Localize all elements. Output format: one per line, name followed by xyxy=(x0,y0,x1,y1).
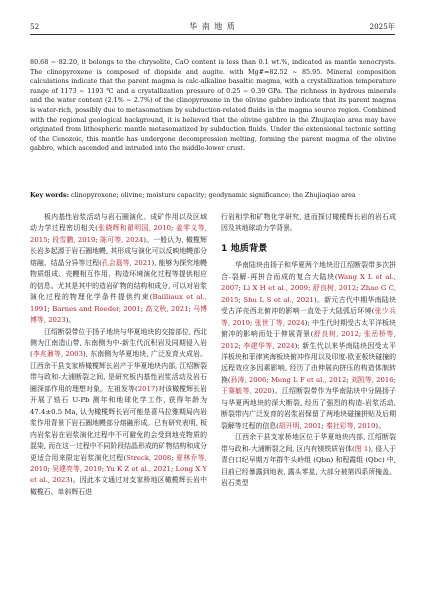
paragraph-text: )。 xyxy=(65,316,76,325)
paragraph-text: )。新元古代中期华南陆块受古洋壳西北俯冲的影响一直处于大陆弧后环境( xyxy=(221,295,397,316)
citation-link[interactable]: 孔会磊等, 2021 xyxy=(101,258,152,267)
paragraph-text: )。 xyxy=(375,421,386,430)
citation-link[interactable]: Li X H et al., 2009 xyxy=(243,284,309,293)
paragraph-text: ; xyxy=(238,341,244,350)
citation-link[interactable]: Long X Y et al., 2023 xyxy=(30,464,208,485)
citation-link[interactable]: Streck, 2008 xyxy=(126,453,172,462)
paragraph-text: )。一般认为, 橄榄辉长岩多起源于岩石圈地幔, 其形成与演化可以反映地幔部分熔融、结晶分异等过程( xyxy=(30,235,207,267)
paragraph-text: )对该橄榄辉长岩开展了锆石 U-Pb 测年和地球化学工作, 获得年龄为 47.4±0.5 Ma, 认为橄榄辉长岩可能是喜马拉雅期局内岩浆作用背景下岩石圈地幔部分熔融形成。已有研究表明, 板内岩浆岩在岩浆演化过程中不可避免的会受到地壳物质的混染, 而在这一过程中不同阶段结晶形成的矿物结构和成分更适合用来限定岩浆演化过程( xyxy=(30,384,207,462)
citation-link[interactable]: 图 1 xyxy=(354,444,369,453)
paragraph-text: ; xyxy=(321,421,326,430)
keywords-text: clinopyroxene; olivine; moisture capacity; geodynamic significance; the Zhujiaqiao area xyxy=(68,191,356,199)
keywords-line xyxy=(30,191,396,201)
paragraph-text: ; xyxy=(95,235,101,244)
paragraph xyxy=(221,212,396,235)
paragraph-text: ), 东南侧为华夏地块, 广泛发育火成岩。江西余干县支家桥橄榄辉长岩产于华夏地块内部, 江绍断裂带与政和-大浦断裂之间, 是研究板内基性岩浆活动及岩石圈深部作用的理想对象。左祖发等( xyxy=(30,350,207,393)
paragraph-text: ; xyxy=(140,304,146,313)
paragraph-text: ; xyxy=(47,235,53,244)
publication-year: 2025年 xyxy=(369,22,395,31)
citation-link[interactable]: 张晓辉和翟明国, 2010 xyxy=(97,224,172,233)
citation-link[interactable]: 姜零义等, 2015 xyxy=(30,224,207,244)
paragraph-text: ; xyxy=(356,284,361,293)
paragraph-text: ); 新生代以来华南陆块因受太平洋板块和菲律宾海板块俯冲作用以及印度-欧亚板块碰撞的远程效应多因素影响, 经历了由伸展向挤压的构造体制转换( xyxy=(221,341,397,384)
citation-link[interactable]: 刘凯等, 2016 xyxy=(350,375,394,384)
citation-link[interactable]: 张少兵等, 2019 xyxy=(221,307,397,327)
paragraph-text: ; xyxy=(358,330,364,339)
paragraph-text: ), 侵入于青白口纪早期万年群牛头岭组 (Qbn) 和程霞组 (Qbc) 中, 目前已经暴露到地表, 露头零星, 大部分被第四系所掩盖。岩石类型 xyxy=(221,444,396,487)
paragraph-text: ; xyxy=(308,284,313,293)
paragraph-text: )。江绍断裂带作为华南陆块中分隔扬子与华夏两地块的深大断裂, 经历了强烈的构造-岩浆活动, 断裂带内广泛发育的岩浆岩保留了两地块碰撞拼贴及后期裂解等过程的信息( xyxy=(221,387,397,430)
paragraph-text: 华南陆块由扬子和华夏两个地块沿江绍断裂带多次拼合-裂解-再拼合而成的复合大陆块( xyxy=(221,261,396,281)
paragraph xyxy=(30,327,207,499)
paragraph-text: ; xyxy=(238,295,244,304)
english-abstract: 80.68 ~ 82.20, it belongs to the chrysolite, CaO content is less than 0.1 wt.%, indicated as mantle xenocrysts. The clinopyroxene is composed of diopside and augite. with Mg#=82.52 ~ 85.95. Mineral composition calculations indicate that the parent magma is calc-alkaline basaltic magma, with a crystallization temperature range of 1173 ~ 1193 ℃ and a crystallization pressure of 0.25 ~ 0.39 GPa. The richness in hydrous minerals and the water content (2.1% ~ 2.7%) of the clinopyroxene in the olivine gabbro indicate that its parent magma is water-rich, possibly due to metasomatism by subduction-related fluids in the magma source region. Combined with the regional geological background, it is believed that the olivine gabbro in the Zhujiaqiao area may have originated from lithospheric mantle metasomatized by subduction fluids. Under the extensional tectonic setting of the Cenozoic, this mantle has undergone decompression melting, forming the parent magma of the olivine gabbro, which ascended and intruded into the middle-lower crust. xyxy=(30,58,396,153)
citation-link[interactable]: 胡开明, 2001 xyxy=(278,421,322,430)
paragraph-text: ; xyxy=(393,375,396,384)
citation-link[interactable]: 李兆鼐等, 2003 xyxy=(32,350,83,359)
paragraph-text: ; xyxy=(238,284,244,293)
citation-link[interactable]: 陈可等, 2024 xyxy=(100,235,144,244)
paragraph-text: ; xyxy=(101,464,107,473)
paragraph-text: ; xyxy=(47,464,53,473)
paragraph xyxy=(30,212,207,327)
citation-link[interactable]: 李建华等, 2024 xyxy=(243,341,295,350)
citation-link[interactable]: 高文秋, 2021 xyxy=(145,304,189,313)
paragraph-text: ; xyxy=(346,375,351,384)
paragraph-text: ; xyxy=(188,304,194,313)
citation-link[interactable]: 张岳桥等, 2012 xyxy=(221,330,397,350)
citation-link[interactable]: 吴建亮等, 2019 xyxy=(52,464,102,473)
paragraph-text: ; xyxy=(250,318,255,327)
paragraph-text: ; xyxy=(266,375,271,384)
citation-link[interactable]: Yu K Z et al., 2021 xyxy=(106,464,171,473)
paragraph xyxy=(221,260,396,432)
paragraph xyxy=(221,432,396,489)
citation-link[interactable]: Meng L F et al., 2012 xyxy=(270,375,347,384)
running-header xyxy=(30,20,395,35)
citation-link[interactable]: 舒良树, 2012 xyxy=(313,330,359,339)
paragraph-text: )。因此本文通过对支家桥地区橄榄辉长岩中橄榄石、单斜辉石进 xyxy=(30,476,208,496)
citation-link[interactable]: 孙涛, 2006 xyxy=(230,375,267,384)
citation-link[interactable]: 2017 xyxy=(137,384,156,393)
citation-link[interactable]: Barnes and Roeder, 2001 xyxy=(52,304,141,313)
citation-link[interactable]: Zhao G C, 2015 xyxy=(221,284,397,304)
citation-link[interactable]: 王赛毓等, 2020 xyxy=(221,387,272,396)
citation-link[interactable]: 秦社彩等, 2019 xyxy=(325,421,376,430)
paragraph-text: ; xyxy=(171,224,176,233)
section-heading: 1 地质背景 xyxy=(221,242,268,254)
citation-link[interactable]: Wang X L et al., 2007 xyxy=(221,272,396,293)
citation-link[interactable]: 夏林乔等, 2010 xyxy=(30,453,207,473)
citation-link[interactable]: 马博博等, 2023 xyxy=(30,304,208,325)
paragraph-text: ; xyxy=(47,304,53,313)
journal-title: 华 南 地 质 xyxy=(189,22,236,31)
page-number: 52 xyxy=(30,22,40,31)
paragraph-text: ; xyxy=(171,453,177,462)
paragraph-text: ), 能够为探究地幔物质组成、壳幔相互作用、构造环境演化过程等提供相应的信息。尤其是其中的造岩矿物的结构和成分, 可以对岩浆演化过程的物理化学条件提供约束( xyxy=(30,258,207,302)
paragraph-text: ); 中生代时期受古太平洋板块俯冲的影响而处于伸展背景( xyxy=(221,318,397,339)
paragraph-text: 板内基性岩浆活动与岩石圈演化、成矿作用以及区域动力学过程密切相关( xyxy=(30,213,207,233)
paragraph-text: 江绍断裂带位于扬子地块与华夏地块的交接部位, 西北侧为江南造山带, 东南侧为中-新生代沉积岩及同期侵入岩( xyxy=(30,327,207,359)
citation-link[interactable]: Shu L S et al., 2021 xyxy=(243,295,314,304)
citation-link[interactable]: Bailliaux et al., 1991 xyxy=(30,293,207,313)
right-column xyxy=(221,212,396,489)
paragraph-text: 行岩相学和矿物化学研究, 进而探讨橄榄辉长岩的岩石成因及其地球动力学背景。 xyxy=(221,213,396,233)
left-column xyxy=(30,212,207,498)
citation-link[interactable]: 舒良树, 2012 xyxy=(312,284,357,293)
paragraph-text: ; xyxy=(170,464,176,473)
citation-link[interactable]: 张世丁等, 2024 xyxy=(254,318,305,327)
paragraph-text: 江西余干县支家桥地区位于华夏地块内部, 江绍断裂带与政和-大浦断裂之间, 区内有镁铁质岩体( xyxy=(221,433,396,453)
citation-link[interactable]: 段雪鹏, 2019 xyxy=(52,235,96,244)
keywords-label: Key words: xyxy=(30,191,69,199)
